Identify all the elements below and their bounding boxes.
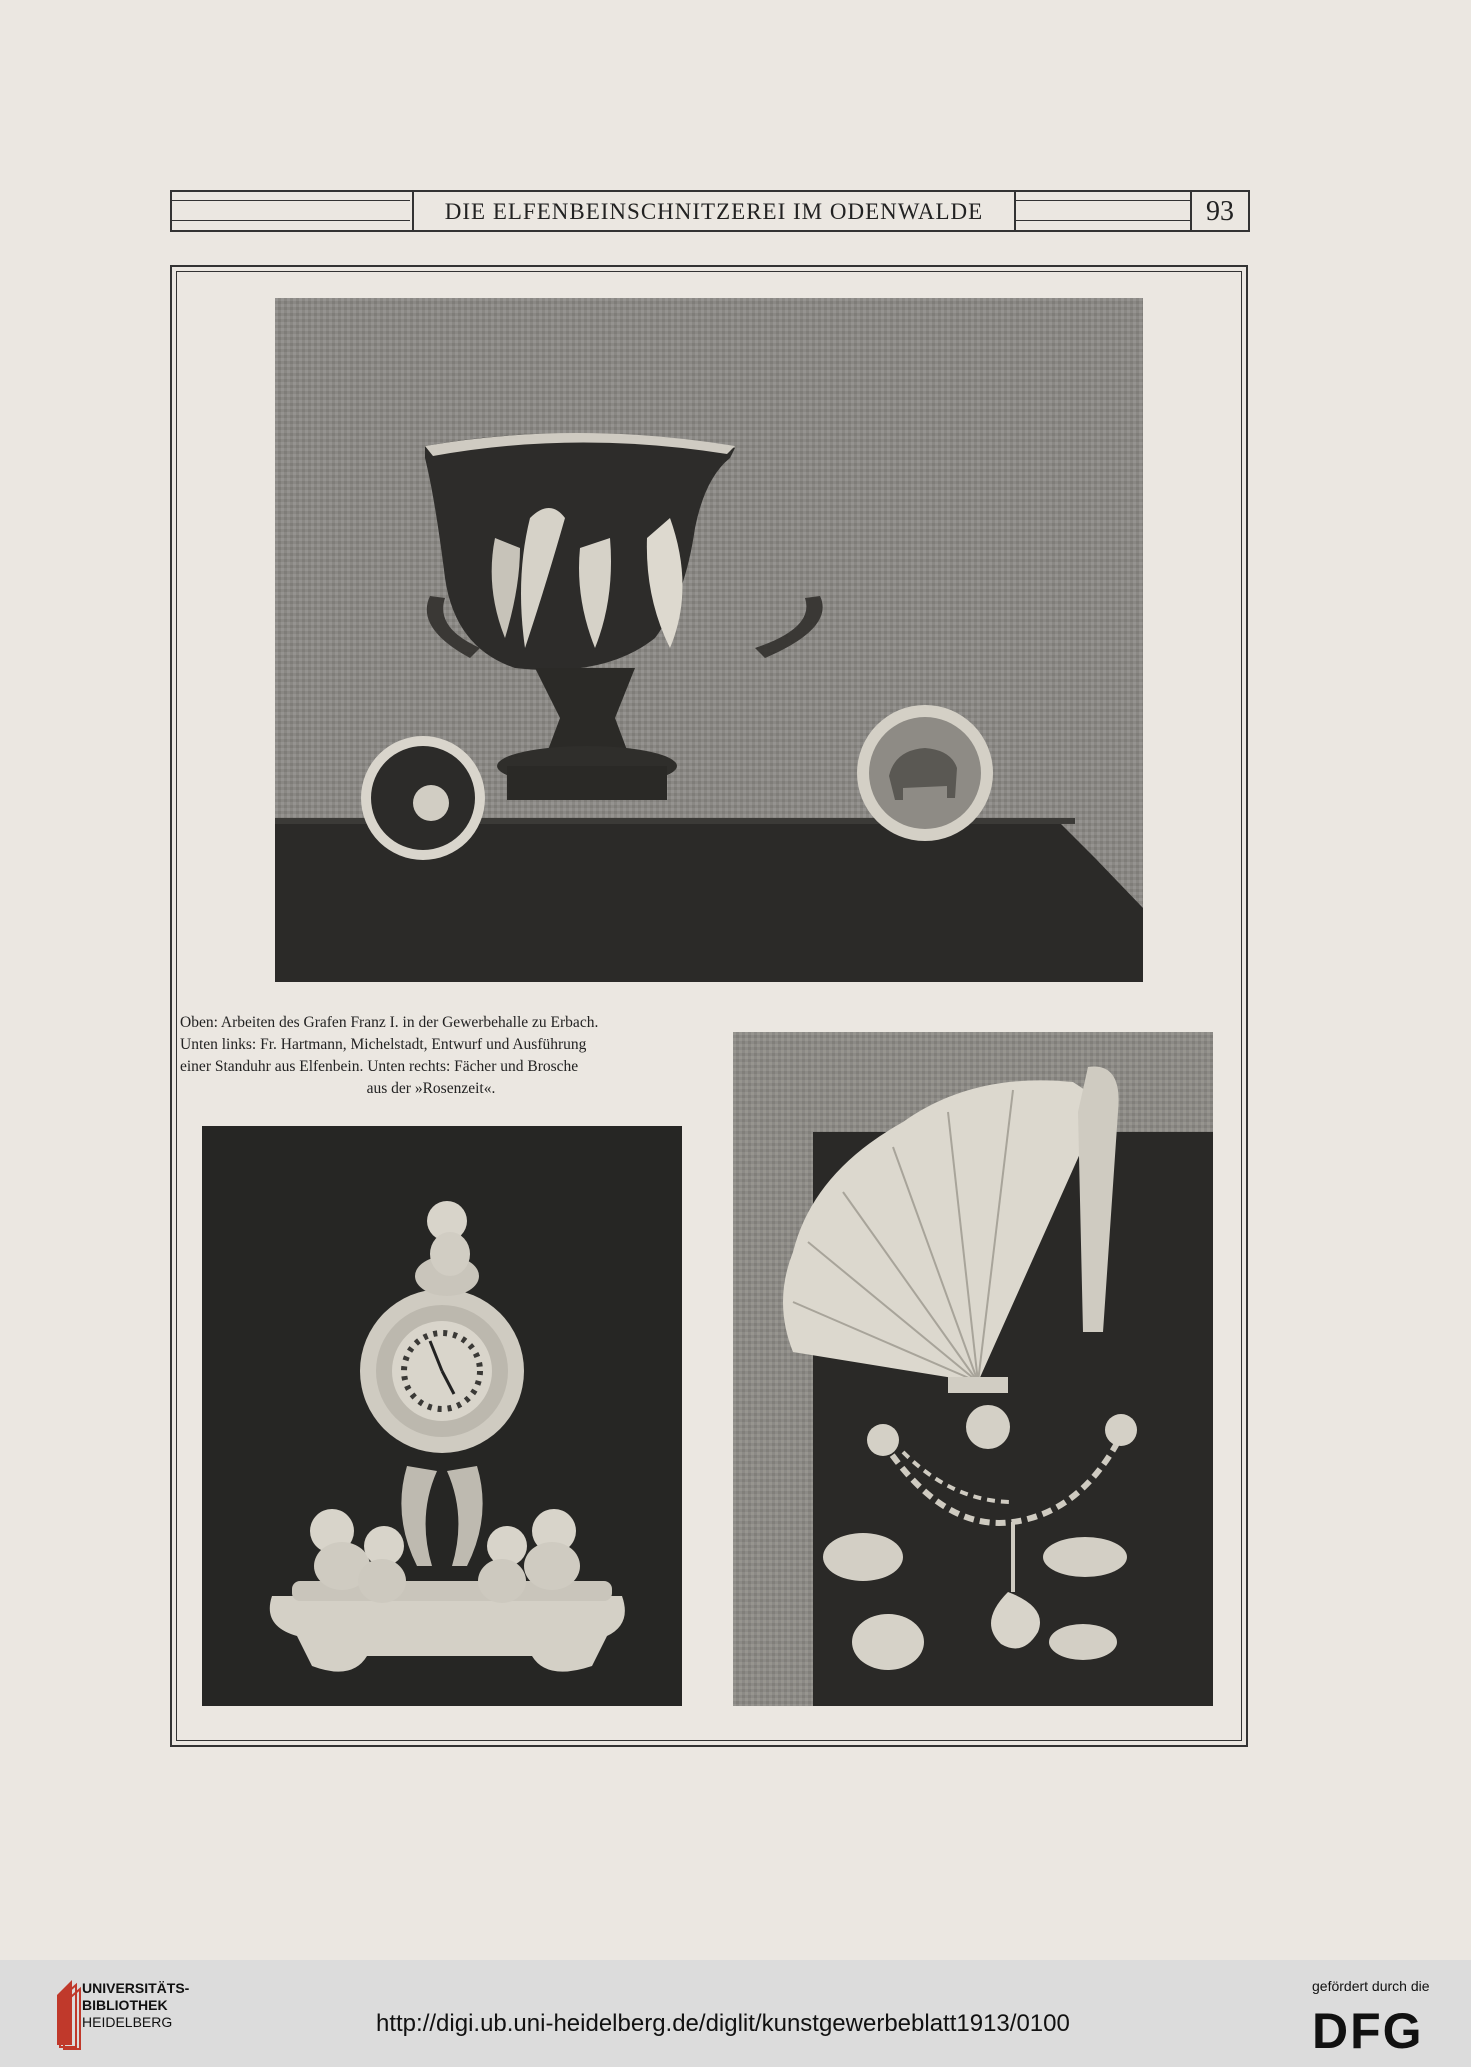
vase-photograph (275, 298, 1143, 982)
header-rule-left-bottom (172, 220, 410, 221)
caption-line-1: Oben: Arbeiten des Grafen Franz I. in der Gewerbehalle zu Erbach. (180, 1014, 599, 1031)
running-title: DIE ELFENBEINSCHNITZEREI IM ODENWALDE (412, 192, 1016, 230)
dfg-logo: DFG (1312, 2003, 1424, 2059)
funder-label: gefördert durch die (1312, 1978, 1430, 1994)
clock-photograph (202, 1126, 682, 1706)
library-name-line-2: BIBLIOTHEK (82, 1997, 168, 2013)
caption-line-4: aus der »Rosenzeit«. (366, 1080, 496, 1097)
library-name-line-1: UNIVERSITÄTS- (82, 1980, 190, 1996)
header-rule-left-top (172, 200, 410, 201)
fan-and-brooch-photograph (733, 1032, 1213, 1706)
library-name (82, 1980, 189, 2031)
header-rule-right-top (1014, 200, 1192, 201)
caption-line-2: Unten links: Fr. Hartmann, Michelstadt, Entwurf und Ausführung (180, 1036, 587, 1053)
source-url-link[interactable]: http://digi.ub.uni-heidelberg.de/diglit/kunstgewerbeblatt1913/0100 (376, 2010, 1070, 2037)
header-rule-right-bottom (1014, 220, 1192, 221)
page-number: 93 (1190, 192, 1248, 230)
caption-line-3: einer Standuhr aus Elfenbein. Unten rechts: Fächer und Brosche (180, 1058, 579, 1075)
plate-caption (180, 1012, 682, 1100)
library-name-line-3: HEIDELBERG (82, 2014, 173, 2030)
running-header (170, 190, 1250, 232)
